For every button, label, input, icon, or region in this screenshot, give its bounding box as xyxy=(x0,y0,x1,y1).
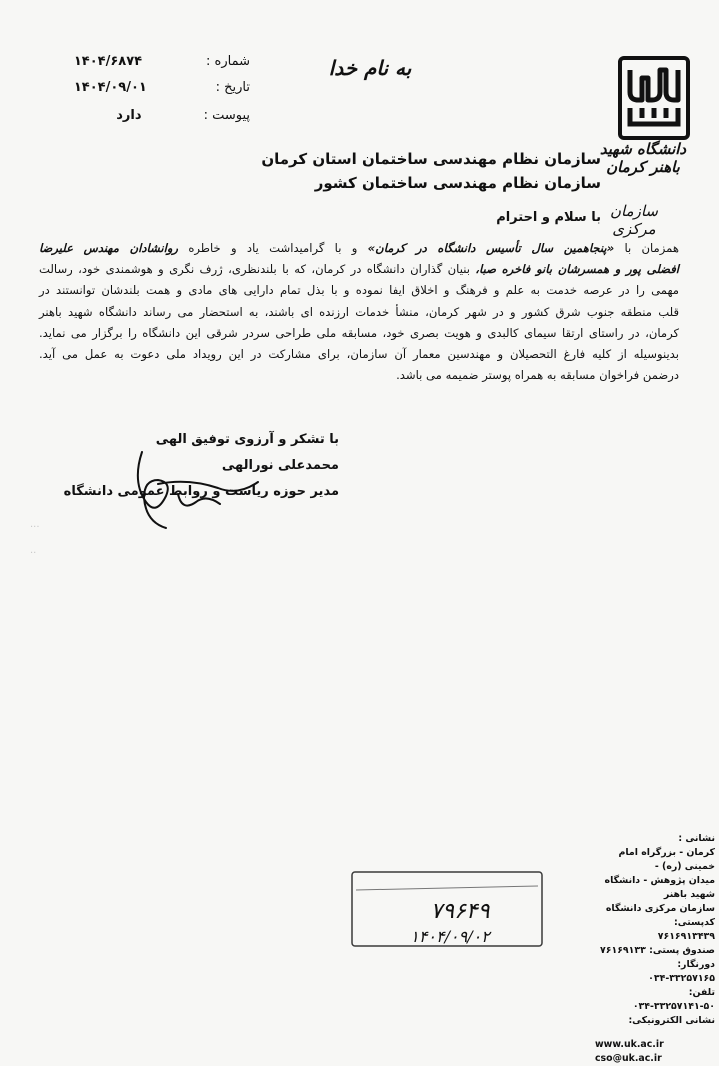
date-value: ۱۴۰۴/۰۹/۰۱ xyxy=(73,80,147,95)
attachment-label: پیوست : xyxy=(203,108,250,123)
stamp-date: ۱۴۰۴/۰۹/۰۲ xyxy=(410,927,490,946)
body-line-4: قلب منطقه جنوب شرق کشور و در شهر کرمان، منشأ خدمات ارزنده ای باشند، به استحضار می رساند دانشگاه شهید باهنر xyxy=(39,304,679,319)
recipient-line-2: سازمان نظام مهندسی ساختمان کشور xyxy=(314,174,601,192)
signatory-name: محمدعلی نورالهی xyxy=(221,458,339,473)
address-label: نشانی : xyxy=(678,833,715,844)
closing-wish: با تشکر و آرزوی توفیق الهی xyxy=(155,432,339,447)
registration-stamp xyxy=(350,868,545,954)
postal-code-row: کدپستی: ۷۶۱۶۹۱۳۴۳۹ xyxy=(657,917,715,942)
body-line-1: همزمان با «پنجاهمین سال تأسیس دانشگاه در کرمان» و با گرامیداشت یاد و خاطره روانشادان مهندس علیرضا xyxy=(39,241,679,255)
email-label: نشانی الکترونیکی: xyxy=(628,1015,715,1026)
pobox-row: صندوق پستی: ۷۶۱۶۹۱۳۳ xyxy=(600,945,715,956)
fax-row: دورنگار: ۰۳۴-۳۳۲۵۷۱۶۵ xyxy=(648,959,715,984)
letter-date-row xyxy=(60,80,250,95)
signatory-title: مدیر حوزه ریاست و روابط عمومی دانشگاه xyxy=(63,484,339,499)
show-through-mark: ·· xyxy=(30,548,37,559)
greeting: با سلام و احترام xyxy=(496,210,601,225)
attachment-row xyxy=(60,108,250,123)
letter-number-row xyxy=(60,54,250,69)
university-emblem-icon xyxy=(618,56,690,140)
footer-address xyxy=(595,832,715,1066)
body-line-2: افضلی پور و همسرشان بانو فاخره صبا، بنیان گذاران دانشگاه در کرمان، که با بلندنظری، ژرف نگری و هوشمندی خود، رسالت xyxy=(39,262,679,277)
attachment-value: دارد xyxy=(116,108,142,123)
recipient-line-1: سازمان نظام مهندسی ساختمان استان کرمان xyxy=(261,150,601,168)
letter-body xyxy=(39,238,679,386)
basmala-heading: به نام خدا xyxy=(328,56,412,80)
email-link[interactable]: cso@uk.ac.ir xyxy=(595,1053,662,1064)
university-name: دانشگاه شهید باهنر کرمان xyxy=(599,140,687,176)
handwritten-signature xyxy=(118,444,268,534)
body-line-5: کرمان، در راستای ارتقا سیمای کالبدی و هویت بصری خود، مسابقه ملی طراحی سردر شرقی این دانشگاه را برگزار می نماید. xyxy=(39,325,679,340)
body-line-6: بدینوسیله از کلیه فارغ التحصیلان و مهندسین معمار آن سازمان، برای مشارکت در این رویداد ملی دعوت به عمل می آید. xyxy=(39,347,679,362)
body-line-7: درضمن فراخوان مسابقه به همراه پوستر ضمیمه می باشد. xyxy=(396,368,679,383)
stamp-number: ۷۹۶۴۹ xyxy=(430,899,490,924)
address-line-1: کرمان - بزرگراه امام خمینی (ره) - xyxy=(618,847,715,872)
office-name: سازمان مرکزی xyxy=(609,202,658,238)
date-label: تاریخ : xyxy=(215,80,250,95)
number-label: شماره : xyxy=(206,54,250,69)
address-line-2: میدان پژوهش - دانشگاه شهید باهنر xyxy=(604,875,715,900)
phone-row: تلفن: ۰۳۴-۳۳۲۵۷۱۴۱-۵۰ xyxy=(632,987,715,1012)
body-line-3: مهمی را در عرصه خدمت به علم و فرهنگ و اخلاق ایفا نموده و با بذل تمام دارایی های مادی و همت بلندشان توانستند در xyxy=(39,283,679,298)
number-value: ۱۴۰۴/۶۸۷۴ xyxy=(73,54,143,69)
address-line-3: سازمان مرکزی دانشگاه xyxy=(605,903,715,914)
website-link[interactable]: www.uk.ac.ir xyxy=(595,1039,664,1050)
show-through-mark: ··· xyxy=(30,522,40,533)
